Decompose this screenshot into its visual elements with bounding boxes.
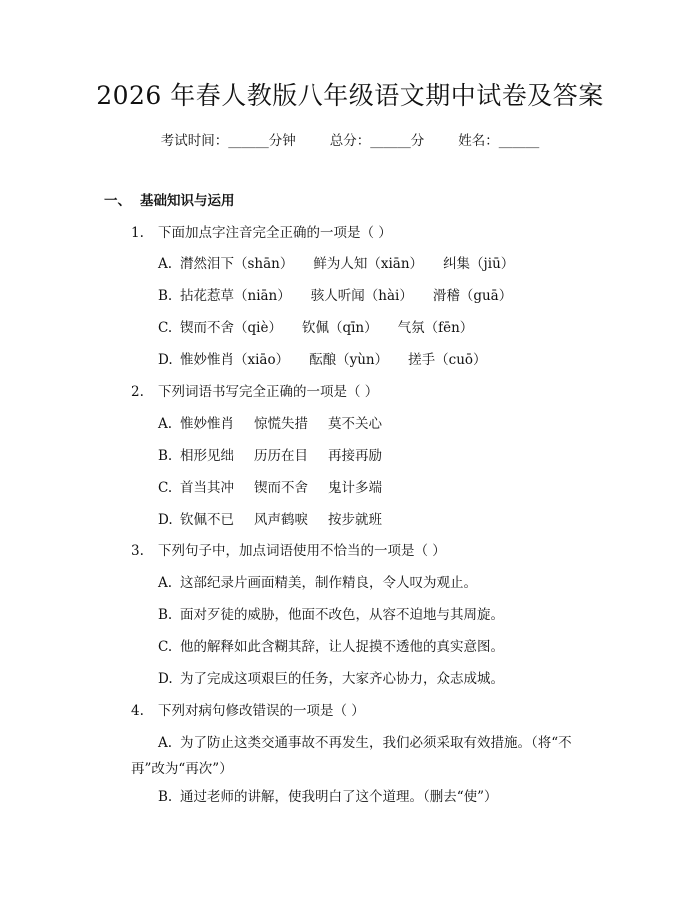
question-3-stem [131, 541, 446, 561]
option-text: 为了完成这项艰巨的任务，大家齐心协力，众志成城。 [180, 671, 504, 687]
option-item: 相形见绌 [180, 448, 234, 464]
page-title: 2026 年春人教版八年级语文期中试卷及答案 [96, 81, 604, 110]
option-item: 鬼计多端 [328, 480, 382, 496]
option-item: 气氛（fēn） [397, 320, 474, 336]
option-letter: A. [158, 416, 173, 432]
score-unit: 分 [410, 133, 425, 149]
score-blank: ______ [370, 133, 411, 149]
option-item: 纠集（jiū） [443, 256, 515, 272]
q2-option-d [158, 510, 402, 530]
option-letter: A. [158, 256, 173, 272]
q3-option-d [158, 669, 504, 689]
option-letter: C. [158, 639, 173, 655]
option-item: 惟妙惟肖（xiāo） [180, 352, 290, 368]
option-item: 骇人听闻（hài） [310, 288, 413, 304]
q3-option-c [158, 637, 504, 657]
option-item: 首当其冲 [180, 480, 234, 496]
section-heading [104, 191, 235, 211]
option-item: 莫不关心 [328, 416, 382, 432]
question-text: 下列词语书写完全正确的一项是（ ） [158, 384, 379, 400]
q3-option-b [158, 605, 504, 625]
q3-option-a [158, 573, 477, 593]
q2-option-c [158, 478, 402, 498]
option-letter: B. [158, 607, 173, 623]
q4-option-b [131, 784, 601, 810]
option-item: 锲而不舍 [254, 480, 308, 496]
option-letter: B. [158, 448, 173, 464]
option-item: 惊慌失措 [254, 416, 308, 432]
option-letter: C. [158, 480, 173, 496]
option-letter: D. [158, 352, 173, 368]
option-item: 酝酿（yùn） [309, 352, 389, 368]
time-blank: ______ [228, 133, 269, 149]
q2-option-b [158, 446, 402, 466]
option-letter: A. [158, 735, 173, 751]
option-text: 他的解释如此含糊其辞，让人捉摸不透他的真实意图。 [180, 639, 504, 655]
option-item: 锲而不舍（qiè） [180, 320, 282, 336]
option-text: 为了防止这类交通事故不再发生，我们必须采取有效措施。（将“不再”改为“再次”） [131, 735, 572, 777]
option-item: 风声鹤唳 [254, 512, 308, 528]
question-number: 1. [131, 225, 144, 241]
question-number: 3. [131, 543, 144, 559]
question-text: 下列对病句修改错误的一项是（ ） [158, 703, 365, 719]
q1-option-b [158, 286, 532, 306]
option-letter: B. [158, 789, 173, 805]
option-item: 鲜为人知（xiān） [313, 256, 424, 272]
q2-option-a [158, 414, 402, 434]
q1-option-d [158, 350, 507, 370]
option-letter: B. [158, 288, 173, 304]
q1-option-c [158, 318, 493, 338]
option-item: 钦佩（qīn） [301, 320, 378, 336]
score-label: 总分： [329, 133, 371, 149]
question-text: 下面加点字注音完全正确的一项是（ ） [158, 225, 392, 241]
q4-option-a [131, 730, 601, 782]
section-title: 基础知识与运用 [140, 193, 235, 209]
option-item: 滑稽（guā） [432, 288, 513, 304]
name-label: 姓名： [458, 133, 499, 149]
name-blank: ______ [498, 133, 540, 149]
time-label: 考试时间： [160, 133, 229, 149]
option-item: 拈花惹草（niān） [180, 288, 291, 304]
q1-option-a [158, 254, 534, 274]
option-text: 通过老师的讲解，使我明白了这个道理。（删去“使”） [180, 789, 498, 805]
time-unit: 分钟 [268, 133, 296, 149]
question-text: 下列句子中，加点词语使用不恰当的一项是（ ） [158, 543, 446, 559]
question-number: 4. [131, 703, 144, 719]
question-4-stem [131, 701, 365, 721]
option-letter: C. [158, 320, 173, 336]
option-item: 按步就班 [328, 512, 382, 528]
option-item: 潸然泪下（shān） [180, 256, 294, 272]
option-letter: D. [158, 671, 173, 687]
option-text: 这部纪录片画面精美，制作精良，令人叹为观止。 [180, 575, 477, 591]
option-text: 面对歹徒的威胁，他面不改色，从容不迫地与其周旋。 [180, 607, 504, 623]
question-2-stem [131, 382, 378, 402]
option-letter: D. [158, 512, 173, 528]
option-letter: A. [158, 575, 173, 591]
option-item: 历历在目 [254, 448, 308, 464]
exam-info-line [0, 131, 700, 151]
question-number: 2. [131, 384, 144, 400]
option-item: 钦佩不已 [180, 512, 234, 528]
option-item: 惟妙惟肖 [180, 416, 234, 432]
question-1-stem [131, 223, 392, 243]
option-item: 再接再励 [328, 448, 382, 464]
option-item: 搓手（cuō） [408, 352, 487, 368]
section-number: 一、 [104, 193, 131, 209]
